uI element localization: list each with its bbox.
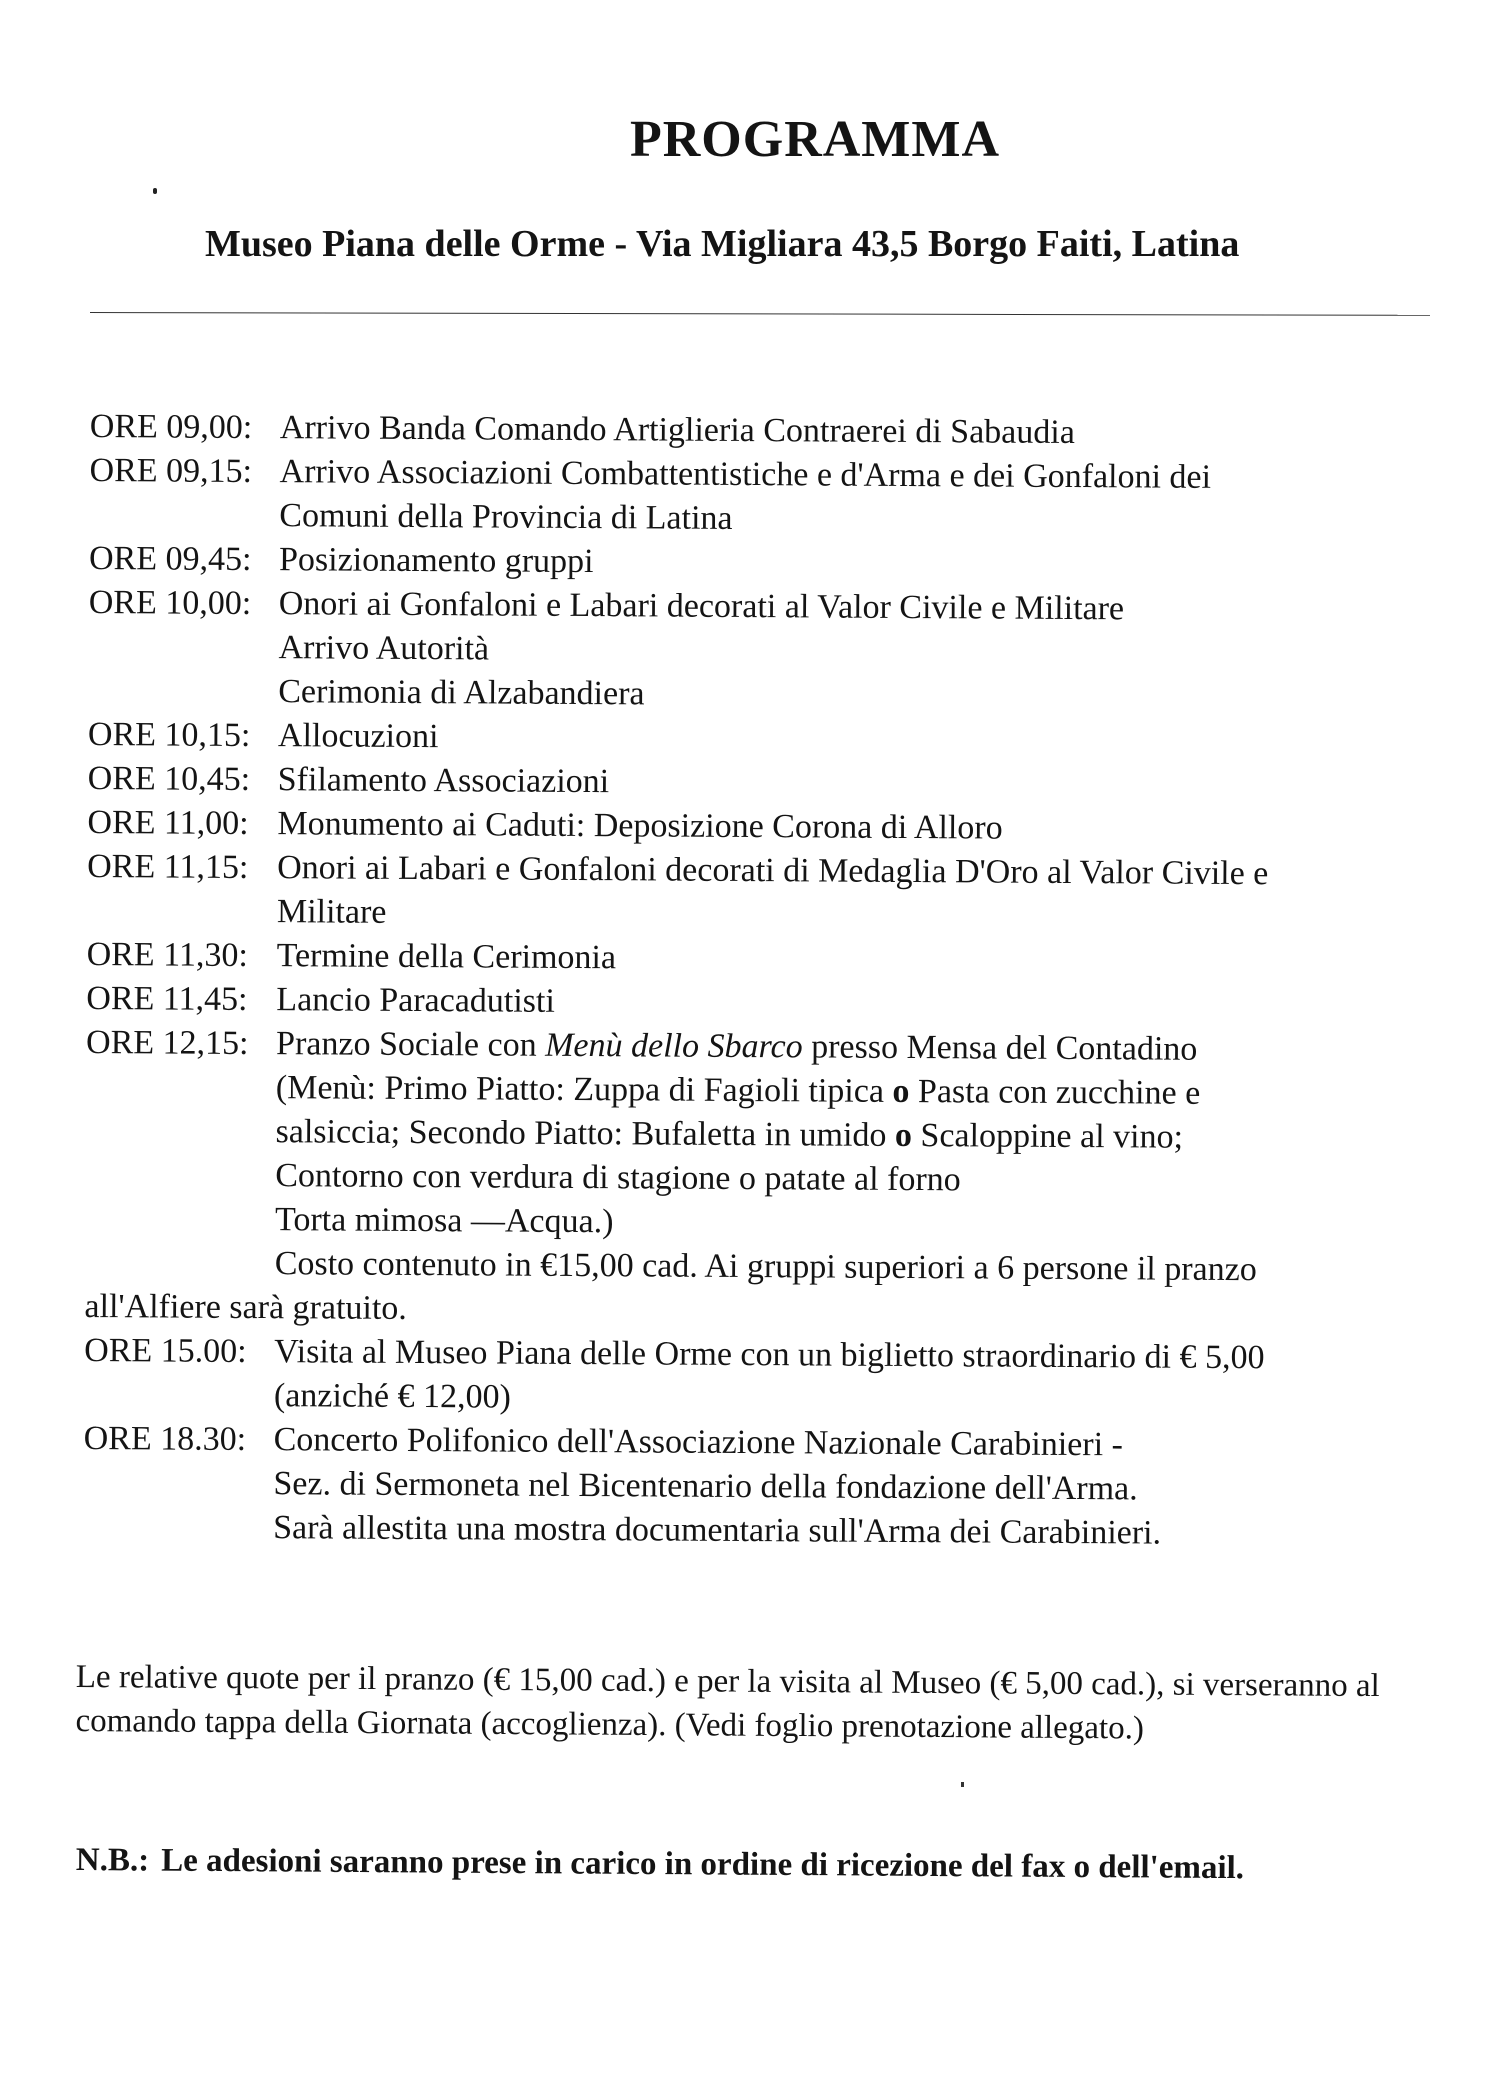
cost-line: Costo contenuto in €15,00 cad. Ai gruppi superiori a 6 persone il pranzo <box>274 1245 1257 1289</box>
entry-line: Onori ai Gonfaloni e Labari decorati al Valor Civile e Militare <box>278 585 1125 628</box>
entry-line: (anziché € 12,00) <box>273 1377 512 1416</box>
entry-details <box>277 846 1468 941</box>
entry-line: Militare <box>276 893 387 931</box>
lunch-intro-line <box>276 1022 1466 1073</box>
entry-details <box>276 978 1466 1029</box>
menu-line: Torta mimosa —Acqua.) <box>274 1201 614 1241</box>
menu-second-course-alt: Scaloppine al vino; <box>920 1117 1184 1156</box>
entry-line: Termine della Cerimonia <box>276 937 617 977</box>
entry-details <box>274 1330 1465 1425</box>
menu-line <box>275 1110 1465 1161</box>
entry-time: ORE 18.30: <box>83 1419 247 1458</box>
entry-time: ORE 10,15: <box>87 715 251 754</box>
menu-first-course-alt: Pasta con zucchine e <box>917 1073 1201 1112</box>
entry-line: Arrivo Associazioni Combattentistiche e d'Arma e dei Gonfaloni dei <box>279 453 1212 496</box>
schedule-entry-lunch <box>85 1021 1467 1293</box>
entry-time: ORE 11,30: <box>86 935 248 974</box>
event-location: Museo Piana delle Orme - Via Migliara 43,5 Borgo Faiti, Latina <box>205 223 1240 265</box>
cost-line-continued: all'Alfiere sarà gratuito. <box>84 1287 407 1327</box>
entry-time: ORE 12,15: <box>85 1023 249 1062</box>
entry-line: Arrivo Autorità <box>278 629 490 668</box>
header-divider <box>90 312 1430 316</box>
scan-speck <box>961 1782 964 1787</box>
entry-line: Onori ai Labari e Gonfaloni decorati di Medaglia D'Oro al Valor Civile e <box>277 849 1269 893</box>
lunch-venue: presso Mensa del Contadino <box>811 1028 1198 1068</box>
entry-details <box>277 802 1467 853</box>
entry-time: ORE 09,45: <box>88 539 252 578</box>
page-title: PROGRAMMA <box>629 111 1001 168</box>
entry-time: ORE 09,00: <box>89 407 253 446</box>
entry-time: ORE 09,15: <box>89 451 253 490</box>
entry-time: ORE 15.00: <box>84 1331 247 1370</box>
fees-note: Le relative quote per il pranzo (€ 15,00 cad.) e per la visita al Museo (€ 5,00 cad.), si verseranno al comando tappa della Giornata (accoglienza). (Vedi foglio prenotazione allegato.) <box>75 1658 1380 1747</box>
scan-speck <box>153 188 157 194</box>
entry-details <box>279 538 1469 589</box>
menu-second-course: salsiccia; Secondo Piatto: Bufaletta in umido <box>275 1113 887 1154</box>
entry-details <box>275 1022 1467 1293</box>
menu-line <box>276 1066 1466 1117</box>
lunch-menu-name: Menù dello Sbarco <box>545 1026 803 1066</box>
menu-or-word: o <box>892 1072 910 1111</box>
entry-time: ORE 10,45: <box>87 759 251 798</box>
entry-line: Lancio Paracadutisti <box>276 981 555 1020</box>
entry-details <box>273 1418 1464 1557</box>
schedule-entry <box>84 1329 1465 1425</box>
entry-time: ORE 11,15: <box>87 847 249 886</box>
entry-line: Monumento ai Caduti: Deposizione Corona di Alloro <box>277 805 1003 847</box>
entry-details <box>278 714 1468 765</box>
menu-line: Contorno con verdura di stagione o patate al forno <box>275 1157 961 1199</box>
entry-line: Cerimonia di Alzabandiera <box>278 673 645 713</box>
menu-first-course: (Menù: Primo Piatto: Zuppa di Fagioli tipica <box>275 1069 885 1110</box>
entry-line: Posizionamento gruppi <box>278 541 594 581</box>
schedule-entry <box>83 1417 1464 1557</box>
entry-line: Arrivo Banda Comando Artiglieria Contraerei di Sabaudia <box>279 409 1075 452</box>
menu-or-word: o <box>894 1116 913 1155</box>
entry-line: Sfilamento Associazioni <box>277 761 610 801</box>
entry-time: ORE 11,00: <box>87 803 249 842</box>
entry-line: Concerto Polifonico dell'Associazione Nazionale Carabinieri - <box>273 1421 1124 1464</box>
entry-details <box>278 758 1468 809</box>
nb-label: N.B.: <box>75 1841 150 1879</box>
schedule-list <box>83 405 1470 1557</box>
entry-line: Sarà allestita una mostra documentaria sull'Arma dei Carabinieri. <box>273 1509 1162 1552</box>
schedule-entry <box>88 581 1469 721</box>
entry-time: ORE 11,45: <box>86 979 248 1018</box>
entry-details <box>279 450 1470 545</box>
lunch-intro: Pranzo Sociale con <box>275 1025 537 1064</box>
entry-line: Allocuzioni <box>277 717 439 756</box>
entry-details <box>277 934 1467 985</box>
nb-text: Le adesioni saranno prese in carico in ordine di ricezione del fax o dell'email. <box>161 1842 1245 1887</box>
entry-line: Visita al Museo Piana delle Orme con un biglietto straordinario di € 5,00 <box>274 1333 1265 1377</box>
entry-details <box>280 406 1470 457</box>
schedule-entry <box>89 449 1470 545</box>
nb-note <box>76 1838 1406 1891</box>
entry-line: Comuni della Provincia di Latina <box>279 497 733 537</box>
entry-time: ORE 10,00: <box>88 583 252 622</box>
entry-line: Sez. di Sermoneta nel Bicentenario della fondazione dell'Arma. <box>273 1465 1138 1508</box>
schedule-entry <box>87 845 1468 941</box>
entry-details <box>278 582 1469 721</box>
